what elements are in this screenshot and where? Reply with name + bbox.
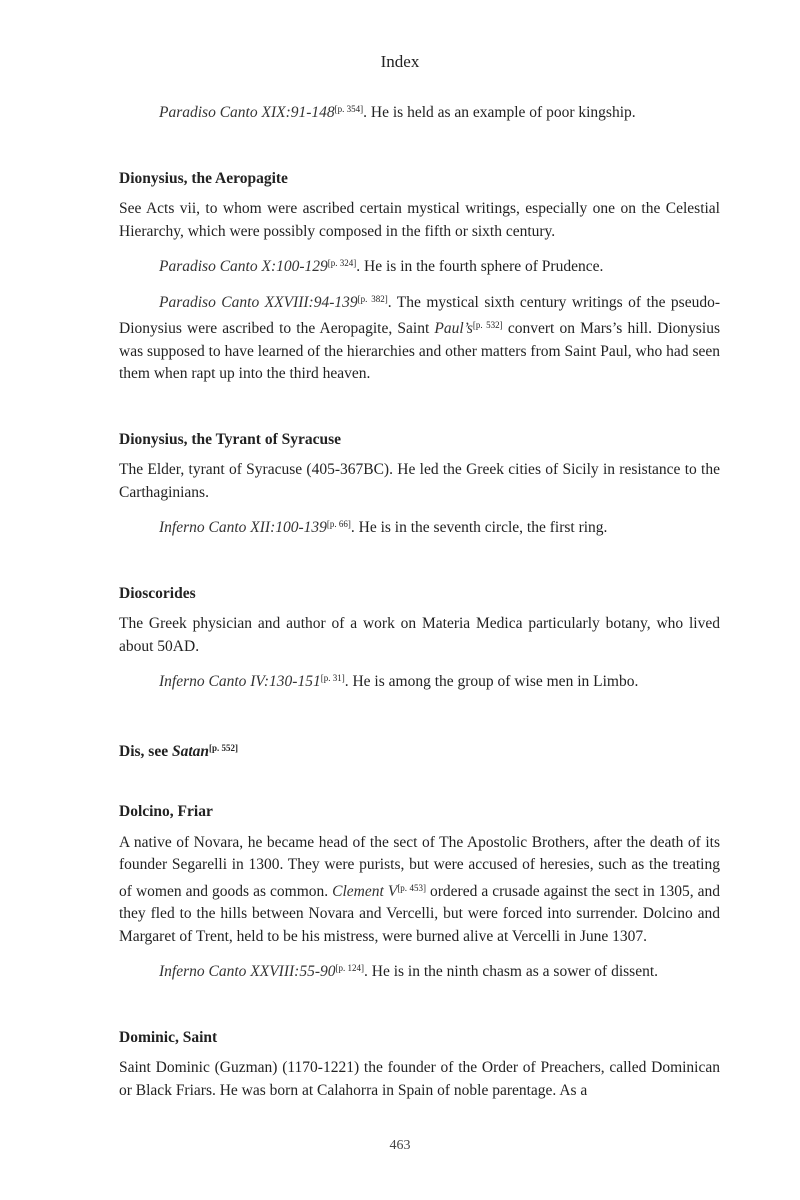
page-reference[interactable]: [p. 31]	[320, 673, 345, 683]
cross-reference-link[interactable]: Clement V	[332, 882, 398, 900]
see-also-link[interactable]: Satan	[171, 742, 210, 760]
canto-citation[interactable]: Inferno Canto XII:100-139	[159, 519, 327, 536]
reference-text: . The mystical sixth century writings of the pseudo-Dionysius were ascribed to the Aeropagite, Saint	[119, 293, 720, 337]
entry-heading: Dominic, Saint	[119, 1028, 218, 1046]
entry-heading: Dioscorides	[119, 584, 196, 602]
entry-description: See Acts vii, to whom were ascribed certain mystical writings, especially one on the Celestial Hierarchy, which were possibly composed in the fifth or sixth century.	[119, 200, 720, 240]
reference-line	[119, 957, 720, 984]
canto-citation[interactable]: Inferno Canto IV:130-151	[159, 673, 321, 690]
description-text: A native of Novara, he became head of the sect of The Apostolic Brothers, after the death of its founder Segarelli in 1300. They were purists, but were accused of heresies, such as the treating of women and goods as common.	[119, 833, 720, 900]
entry-heading: Dionysius, the Aeropagite	[119, 169, 288, 187]
page-reference[interactable]: [p. 324]	[327, 258, 357, 268]
page-reference[interactable]: [p. 354]	[334, 104, 364, 114]
reference-line	[119, 252, 720, 279]
reference-line	[119, 98, 720, 125]
entry-heading: Dionysius, the Tyrant of Syracuse	[119, 430, 342, 448]
entry-description	[119, 832, 720, 949]
page-reference[interactable]: [p. 552]	[209, 742, 239, 753]
entry-description: Saint Dominic (Guzman) (1170-1221) the founder of the Order of Preachers, called Dominican or Black Friars. He was born at Calahorra in Spain of noble parentage. As a	[119, 1059, 720, 1099]
reference-text: . He is held as an example of poor kingship.	[363, 104, 636, 121]
reference-text: . He is in the fourth sphere of Prudence.	[356, 258, 604, 275]
page-reference[interactable]: [p. 382]	[357, 293, 388, 304]
reference-text: convert on Mars’s hill. Dionysius was supposed to have learned of the hierarchies and other matters from Saint Paul, who had seen them when rapt up into the third heaven.	[119, 320, 721, 382]
canto-citation[interactable]: Paradiso Canto X:100-129	[159, 258, 328, 275]
index-content	[119, 98, 720, 1111]
page-reference[interactable]: [p. 124]	[335, 963, 364, 973]
page-reference[interactable]: [p. 453]	[397, 882, 426, 893]
reference-line	[119, 667, 720, 694]
entry-heading: Dolcino, Friar	[119, 803, 213, 820]
reference-line	[119, 513, 720, 540]
canto-citation[interactable]: Inferno Canto XXVIII:55-90	[159, 963, 336, 980]
page-reference[interactable]: [p. 66]	[326, 519, 351, 529]
entry-description: The Greek physician and author of a work on Materia Medica particularly botany, who lived about 50AD.	[119, 615, 720, 655]
reference-line	[119, 288, 720, 386]
page-number: 463	[389, 1138, 411, 1153]
description-text: ordered a crusade against the sect in 1305, and they fled to the hills between Novara and Vercelli, but were forced into surrender. Dolcino and Margaret of Trent, held to be his mistress, were burned alive at Vercelli in June 1307.	[119, 882, 721, 945]
entry-heading-prefix: Dis, see	[119, 742, 172, 760]
page-header: Index	[380, 52, 420, 71]
cross-reference-link[interactable]: Paul’s	[434, 320, 473, 337]
reference-text: . He is among the group of wise men in Limbo.	[344, 673, 639, 690]
entry-description: The Elder, tyrant of Syracuse (405-367BC). He led the Greek cities of Sicily in resistance to the Carthaginians.	[119, 461, 720, 501]
reference-text: . He is in the ninth chasm as a sower of dissent.	[364, 963, 659, 980]
canto-citation[interactable]: Paradiso Canto XIX:91-148	[159, 104, 335, 121]
reference-text: . He is in the seventh circle, the first ring.	[350, 519, 608, 536]
entry-heading	[119, 737, 720, 764]
canto-citation[interactable]: Paradiso Canto XXVIII:94-139	[159, 293, 358, 311]
page-reference[interactable]: [p. 532]	[472, 320, 503, 330]
